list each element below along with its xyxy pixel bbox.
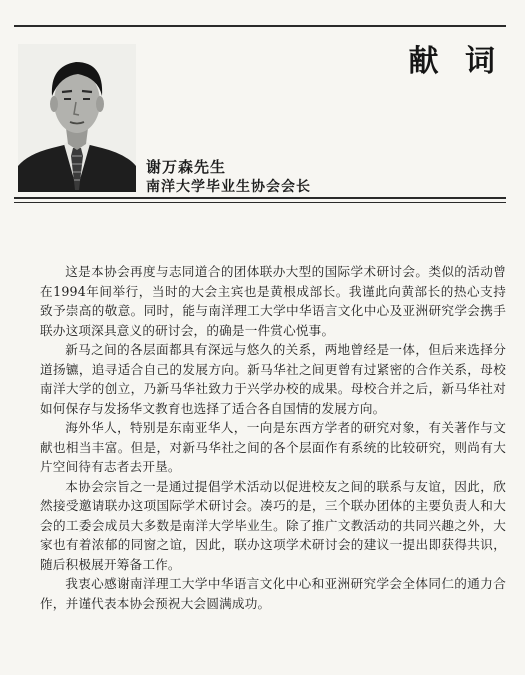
header-divider-thin bbox=[14, 202, 506, 203]
paragraph: 新马之间的各层面都具有深远与悠久的关系，两地曾经是一体，但后来选择分道扬镳，追寻适合自己的发展方向。新马华社之间更曾有过紧密的合作关系，母校南洋大学的创立，乃新马华社致力于兴学办校的成果。母校合并之后，新马华社对如何保存与发扬华文教育也选择了适合各自国情的发展方向。 bbox=[40, 342, 506, 416]
author-role: 南洋大学毕业生协会会长 bbox=[146, 179, 311, 195]
paragraph: 本协会宗旨之一是通过提倡学术活动以促进校友之间的联系与友谊，因此，欣然接受邀请联办这项国际学术研讨会。凑巧的是，三个联办团体的主要负责人和大会的工委会成员大多数是南洋大学毕业生。除了推广文教活动的共同兴趣之外，大家也有着浓郁的同窗之谊，因此，联办这项学术研讨会的建议一提出即获得共识，随后积极展开筹备工作。 bbox=[40, 478, 506, 572]
dedication-body bbox=[40, 262, 506, 613]
author-portrait bbox=[18, 44, 136, 192]
author-name: 谢万森先生 bbox=[146, 158, 227, 176]
paragraph: 这是本协会再度与志同道合的团体联办大型的国际学术研讨会。类似的活动曾在1994年间举行，当时的大会主宾也是黄根成部长。我谨此向黄部长的热心支持致予崇高的敬意。同时，能与南洋理工大学中华语言文化中心及亚洲研究学会携手联办这项深具意义的研讨会，的确是一件赏心悦事。 bbox=[40, 264, 506, 338]
top-rule bbox=[14, 25, 506, 27]
paragraph: 海外华人，特别是东南亚华人，一向是东西方学者的研究对象，有关著作与文献也相当丰富。但是，对新马华社之间的各个层面作有系统的比较研究，则尚有大片空间待有志者去开垦。 bbox=[40, 420, 506, 474]
paragraph: 我衷心感谢南洋理工大学中华语言文化中心和亚洲研究学会全体同仁的通力合作，并谨代表本协会预祝大会圆满成功。 bbox=[40, 576, 506, 611]
page-title: 献 词 bbox=[408, 44, 503, 79]
header-divider-thick bbox=[14, 197, 506, 199]
